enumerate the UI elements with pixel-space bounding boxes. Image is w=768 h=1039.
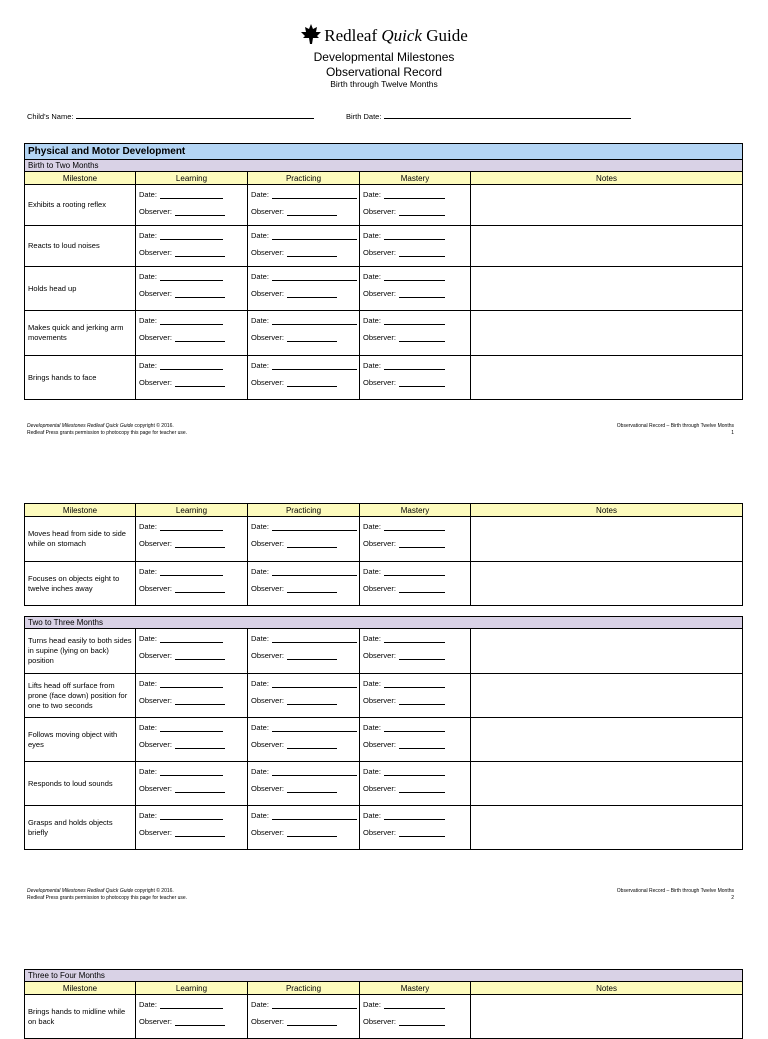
footer-right-p1 [617, 423, 734, 436]
notes-cell[interactable] [471, 185, 743, 226]
footer-record: Observational Record – Birth through Twelve Months [616, 423, 734, 429]
observer-line[interactable] [399, 540, 445, 548]
milestone-label: Moves head from side to side while on stomach [25, 517, 136, 562]
doc-title-line2: Observational Record [325, 65, 443, 79]
footer-title: Developmental Milestones Redleaf Quick Guide [27, 423, 134, 429]
mastery-cell[interactable] [360, 629, 471, 674]
footer-permission: Redleaf Press grants permission to photocopy this page for teacher use. [27, 894, 188, 901]
observer-label: Observer: [251, 740, 284, 749]
observer-line[interactable] [175, 208, 225, 216]
practicing-cell[interactable] [248, 517, 360, 562]
date-line[interactable] [160, 523, 223, 531]
date-label: Date: [139, 723, 157, 732]
footer-copy: copyright © 2016. [133, 888, 174, 894]
date-line[interactable] [272, 724, 357, 732]
observer-label: Observer: [251, 539, 284, 548]
milestone-label: Turns head easily to both sides in supine (lying on back) position [25, 629, 136, 674]
date-line[interactable] [384, 724, 445, 732]
doc-title-line1: Developmental Milestones [313, 50, 455, 64]
date-label: Date: [363, 231, 381, 240]
observer-label: Observer: [251, 207, 284, 216]
observer-label: Observer: [139, 740, 172, 749]
date-label: Date: [139, 231, 157, 240]
observer-line[interactable] [399, 249, 445, 257]
date-label: Date: [139, 1000, 157, 1009]
observer-line[interactable] [287, 1018, 337, 1026]
date-label: Date: [363, 272, 381, 281]
footer-record: Observational Record – Birth through Twelve Months [616, 888, 734, 894]
mastery-cell[interactable] [360, 562, 471, 606]
observer-label: Observer: [363, 539, 396, 548]
notes-cell[interactable] [471, 356, 743, 400]
observer-label: Observer: [139, 1017, 172, 1026]
footer-left-p2 [27, 888, 187, 901]
date-label: Date: [139, 811, 157, 820]
observer-label: Observer: [139, 378, 172, 387]
learning-cell[interactable] [136, 311, 248, 356]
observer-label: Observer: [363, 740, 396, 749]
date-label: Date: [139, 361, 157, 370]
observer-label: Observer: [139, 207, 172, 216]
observer-line[interactable] [287, 249, 337, 257]
date-line[interactable] [272, 362, 357, 370]
date-line[interactable] [384, 317, 445, 325]
date-label: Date: [251, 679, 269, 688]
date-line[interactable] [272, 317, 357, 325]
col-practicing: Practicing [248, 504, 360, 517]
observer-label: Observer: [251, 289, 284, 298]
date-line[interactable] [160, 317, 223, 325]
observer-line[interactable] [399, 208, 445, 216]
learning-cell[interactable] [136, 267, 248, 311]
observer-label: Observer: [363, 784, 396, 793]
observer-label: Observer: [251, 1017, 284, 1026]
date-label: Date: [251, 767, 269, 776]
observer-line[interactable] [399, 741, 445, 749]
observer-line[interactable] [175, 1018, 225, 1026]
table-page3 [24, 969, 743, 1039]
learning-cell[interactable] [136, 185, 248, 226]
date-label: Date: [363, 316, 381, 325]
date-line[interactable] [160, 724, 223, 732]
child-name-label: Child's Name: [27, 112, 74, 121]
observer-label: Observer: [139, 696, 172, 705]
observer-line[interactable] [399, 585, 445, 593]
date-line[interactable] [160, 232, 223, 240]
col-mastery: Mastery [360, 504, 471, 517]
col-learning: Learning [136, 504, 248, 517]
group-birth-two-months: Birth to Two Months [25, 160, 743, 172]
table-row [25, 762, 743, 806]
date-line[interactable] [384, 362, 445, 370]
observer-line[interactable] [175, 652, 225, 660]
observer-label: Observer: [363, 584, 396, 593]
mastery-cell[interactable] [360, 806, 471, 850]
observer-line[interactable] [175, 741, 225, 749]
observer-label: Observer: [139, 248, 172, 257]
table-row [25, 185, 743, 226]
observer-line[interactable] [399, 290, 445, 298]
observer-line[interactable] [287, 741, 337, 749]
observer-line[interactable] [175, 697, 225, 705]
table-row [25, 674, 743, 718]
date-label: Date: [251, 231, 269, 240]
observer-line[interactable] [287, 208, 337, 216]
date-label: Date: [139, 272, 157, 281]
mastery-cell[interactable] [360, 267, 471, 311]
mastery-cell[interactable] [360, 226, 471, 267]
learning-cell[interactable] [136, 718, 248, 762]
birth-date-line[interactable] [384, 111, 631, 119]
practicing-cell[interactable] [248, 629, 360, 674]
date-line[interactable] [272, 523, 357, 531]
date-line[interactable] [160, 635, 223, 643]
date-label: Date: [363, 811, 381, 820]
milestone-label: Follows moving object with eyes [25, 718, 136, 762]
birth-date-field[interactable] [346, 111, 631, 121]
table-row [25, 267, 743, 311]
brand-post: Guide [426, 26, 468, 45]
observer-line[interactable] [175, 785, 225, 793]
observer-line[interactable] [399, 697, 445, 705]
date-label: Date: [363, 190, 381, 199]
date-label: Date: [363, 361, 381, 370]
practicing-cell[interactable] [248, 267, 360, 311]
date-label: Date: [363, 767, 381, 776]
col-notes: Notes [471, 982, 743, 995]
footer-title: Developmental Milestones Redleaf Quick Guide [27, 888, 134, 894]
date-line[interactable] [272, 680, 357, 688]
date-line[interactable] [384, 768, 445, 776]
observer-line[interactable] [287, 652, 337, 660]
observer-line[interactable] [175, 585, 225, 593]
date-label: Date: [139, 679, 157, 688]
date-label: Date: [363, 1000, 381, 1009]
footer-left-p1 [27, 423, 187, 436]
mastery-cell[interactable] [360, 762, 471, 806]
observer-label: Observer: [139, 651, 172, 660]
observer-line[interactable] [175, 829, 225, 837]
footer-permission: Redleaf Press grants permission to photocopy this page for teacher use. [27, 429, 188, 436]
col-learning: Learning [136, 982, 248, 995]
observer-line[interactable] [399, 1018, 445, 1026]
date-line[interactable] [160, 362, 223, 370]
learning-cell[interactable] [136, 762, 248, 806]
date-label: Date: [251, 522, 269, 531]
practicing-cell[interactable] [248, 674, 360, 718]
date-label: Date: [251, 723, 269, 732]
observer-label: Observer: [363, 207, 396, 216]
notes-cell[interactable] [471, 762, 743, 806]
observer-line[interactable] [287, 290, 337, 298]
group-two-three-months: Two to Three Months [25, 617, 743, 629]
observer-line[interactable] [175, 290, 225, 298]
observer-label: Observer: [363, 333, 396, 342]
date-label: Date: [363, 679, 381, 688]
observer-label: Observer: [251, 378, 284, 387]
observer-line[interactable] [399, 829, 445, 837]
learning-cell[interactable] [136, 356, 248, 400]
birth-date-label: Birth Date: [346, 112, 382, 121]
notes-cell[interactable] [471, 718, 743, 762]
brand-logo [0, 24, 768, 49]
notes-cell[interactable] [471, 806, 743, 850]
table-row [25, 226, 743, 267]
learning-cell[interactable] [136, 562, 248, 606]
date-label: Date: [251, 1000, 269, 1009]
observer-label: Observer: [251, 651, 284, 660]
date-line[interactable] [384, 568, 445, 576]
practicing-cell[interactable] [248, 718, 360, 762]
date-label: Date: [139, 190, 157, 199]
observer-line[interactable] [399, 652, 445, 660]
column-header-row [25, 504, 743, 517]
date-line[interactable] [272, 812, 357, 820]
table-row [25, 995, 743, 1039]
date-label: Date: [139, 634, 157, 643]
table-page1 [24, 143, 743, 400]
date-line[interactable] [384, 680, 445, 688]
table-row [25, 356, 743, 400]
practicing-cell[interactable] [248, 311, 360, 356]
mastery-cell[interactable] [360, 517, 471, 562]
practicing-cell[interactable] [248, 226, 360, 267]
date-label: Date: [251, 567, 269, 576]
date-line[interactable] [272, 1001, 357, 1009]
observer-label: Observer: [363, 696, 396, 705]
observer-label: Observer: [363, 1017, 396, 1026]
observer-line[interactable] [287, 334, 337, 342]
col-milestone: Milestone [25, 504, 136, 517]
date-label: Date: [251, 811, 269, 820]
learning-cell[interactable] [136, 629, 248, 674]
mastery-cell[interactable] [360, 718, 471, 762]
date-line[interactable] [384, 232, 445, 240]
table-row [25, 718, 743, 762]
date-label: Date: [363, 723, 381, 732]
date-line[interactable] [384, 635, 445, 643]
maple-leaf-icon [300, 24, 322, 49]
date-line[interactable] [384, 1001, 445, 1009]
notes-cell[interactable] [471, 267, 743, 311]
learning-cell[interactable] [136, 517, 248, 562]
observer-line[interactable] [175, 540, 225, 548]
date-line[interactable] [160, 680, 223, 688]
date-label: Date: [139, 767, 157, 776]
observer-line[interactable] [287, 379, 337, 387]
date-label: Date: [251, 272, 269, 281]
observer-label: Observer: [139, 828, 172, 837]
milestone-label: Holds head up [25, 267, 136, 311]
notes-cell[interactable] [471, 995, 743, 1039]
table-page2b [24, 616, 743, 850]
milestone-label: Makes quick and jerking arm movements [25, 311, 136, 356]
mastery-cell[interactable] [360, 185, 471, 226]
date-line[interactable] [272, 273, 357, 281]
page-number-1: 1 [731, 429, 734, 436]
date-line[interactable] [160, 568, 223, 576]
mastery-cell[interactable] [360, 311, 471, 356]
learning-cell[interactable] [136, 806, 248, 850]
milestone-label: Lifts head off surface from prone (face down) position for one to two seconds [25, 674, 136, 718]
mastery-cell[interactable] [360, 995, 471, 1039]
child-name-line[interactable] [76, 111, 314, 119]
date-line[interactable] [272, 191, 357, 199]
table-row [25, 562, 743, 606]
observer-label: Observer: [251, 828, 284, 837]
observer-label: Observer: [139, 784, 172, 793]
mastery-cell[interactable] [360, 356, 471, 400]
table-row [25, 311, 743, 356]
date-line[interactable] [272, 635, 357, 643]
observer-line[interactable] [287, 585, 337, 593]
observer-line[interactable] [287, 697, 337, 705]
date-line[interactable] [160, 273, 223, 281]
table-row [25, 806, 743, 850]
col-practicing: Practicing [248, 172, 360, 185]
footer-right-p2 [617, 888, 734, 901]
practicing-cell[interactable] [248, 185, 360, 226]
mastery-cell[interactable] [360, 674, 471, 718]
column-header-row [25, 982, 743, 995]
brand-quick: Quick [381, 26, 422, 45]
milestone-label: Brings hands to midline while on back [25, 995, 136, 1039]
practicing-cell[interactable] [248, 356, 360, 400]
notes-cell[interactable] [471, 311, 743, 356]
page-number-2: 2 [731, 894, 734, 901]
date-line[interactable] [384, 273, 445, 281]
date-label: Date: [363, 634, 381, 643]
milestone-label: Focuses on objects eight to twelve inches away [25, 562, 136, 606]
notes-cell[interactable] [471, 629, 743, 674]
milestone-label: Responds to loud sounds [25, 762, 136, 806]
group-three-four-months: Three to Four Months [25, 970, 743, 982]
observer-label: Observer: [363, 828, 396, 837]
col-notes: Notes [471, 504, 743, 517]
practicing-cell[interactable] [248, 806, 360, 850]
observer-label: Observer: [251, 584, 284, 593]
observer-label: Observer: [251, 248, 284, 257]
observer-label: Observer: [139, 584, 172, 593]
observer-line[interactable] [175, 249, 225, 257]
observer-label: Observer: [363, 651, 396, 660]
observer-line[interactable] [175, 334, 225, 342]
date-line[interactable] [160, 812, 223, 820]
col-notes: Notes [471, 172, 743, 185]
observer-line[interactable] [175, 379, 225, 387]
observer-label: Observer: [251, 696, 284, 705]
observer-line[interactable] [399, 379, 445, 387]
date-label: Date: [251, 316, 269, 325]
notes-cell[interactable] [471, 517, 743, 562]
learning-cell[interactable] [136, 995, 248, 1039]
observer-label: Observer: [139, 539, 172, 548]
brand-pre: Redleaf [324, 26, 378, 45]
date-line[interactable] [160, 1001, 223, 1009]
col-practicing: Practicing [248, 982, 360, 995]
doc-subtitle: Birth through Twelve Months [330, 79, 438, 89]
milestone-label: Reacts to loud noises [25, 226, 136, 267]
table-row [25, 629, 743, 674]
date-line[interactable] [384, 523, 445, 531]
practicing-cell[interactable] [248, 995, 360, 1039]
date-line[interactable] [384, 191, 445, 199]
notes-cell[interactable] [471, 562, 743, 606]
practicing-cell[interactable] [248, 762, 360, 806]
col-learning: Learning [136, 172, 248, 185]
observer-label: Observer: [363, 248, 396, 257]
col-milestone: Milestone [25, 172, 136, 185]
observer-line[interactable] [287, 785, 337, 793]
notes-cell[interactable] [471, 674, 743, 718]
table-page2a [24, 503, 743, 606]
date-line[interactable] [272, 232, 357, 240]
column-header-row [25, 172, 743, 185]
date-line[interactable] [272, 568, 357, 576]
date-label: Date: [139, 316, 157, 325]
date-label: Date: [251, 634, 269, 643]
learning-cell[interactable] [136, 674, 248, 718]
child-name-field[interactable] [27, 111, 314, 121]
milestone-label: Grasps and holds objects briefly [25, 806, 136, 850]
observer-label: Observer: [363, 378, 396, 387]
date-label: Date: [363, 567, 381, 576]
observer-label: Observer: [139, 289, 172, 298]
section-title: Physical and Motor Development [25, 144, 743, 160]
date-label: Date: [139, 567, 157, 576]
practicing-cell[interactable] [248, 562, 360, 606]
learning-cell[interactable] [136, 226, 248, 267]
observer-line[interactable] [399, 785, 445, 793]
observer-label: Observer: [363, 289, 396, 298]
footer-copy: copyright © 2016. [133, 423, 174, 429]
date-line[interactable] [160, 191, 223, 199]
observer-label: Observer: [251, 333, 284, 342]
notes-cell[interactable] [471, 226, 743, 267]
observer-label: Observer: [139, 333, 172, 342]
milestone-label: Brings hands to face [25, 356, 136, 400]
table-row [25, 517, 743, 562]
observer-line[interactable] [287, 829, 337, 837]
col-mastery: Mastery [360, 982, 471, 995]
observer-label: Observer: [251, 784, 284, 793]
observer-line[interactable] [287, 540, 337, 548]
date-line[interactable] [272, 768, 357, 776]
col-milestone: Milestone [25, 982, 136, 995]
date-line[interactable] [160, 768, 223, 776]
date-label: Date: [139, 522, 157, 531]
date-label: Date: [251, 361, 269, 370]
date-label: Date: [363, 522, 381, 531]
col-mastery: Mastery [360, 172, 471, 185]
observer-line[interactable] [399, 334, 445, 342]
date-line[interactable] [384, 812, 445, 820]
milestone-label: Exhibits a rooting reflex [25, 185, 136, 226]
date-label: Date: [251, 190, 269, 199]
